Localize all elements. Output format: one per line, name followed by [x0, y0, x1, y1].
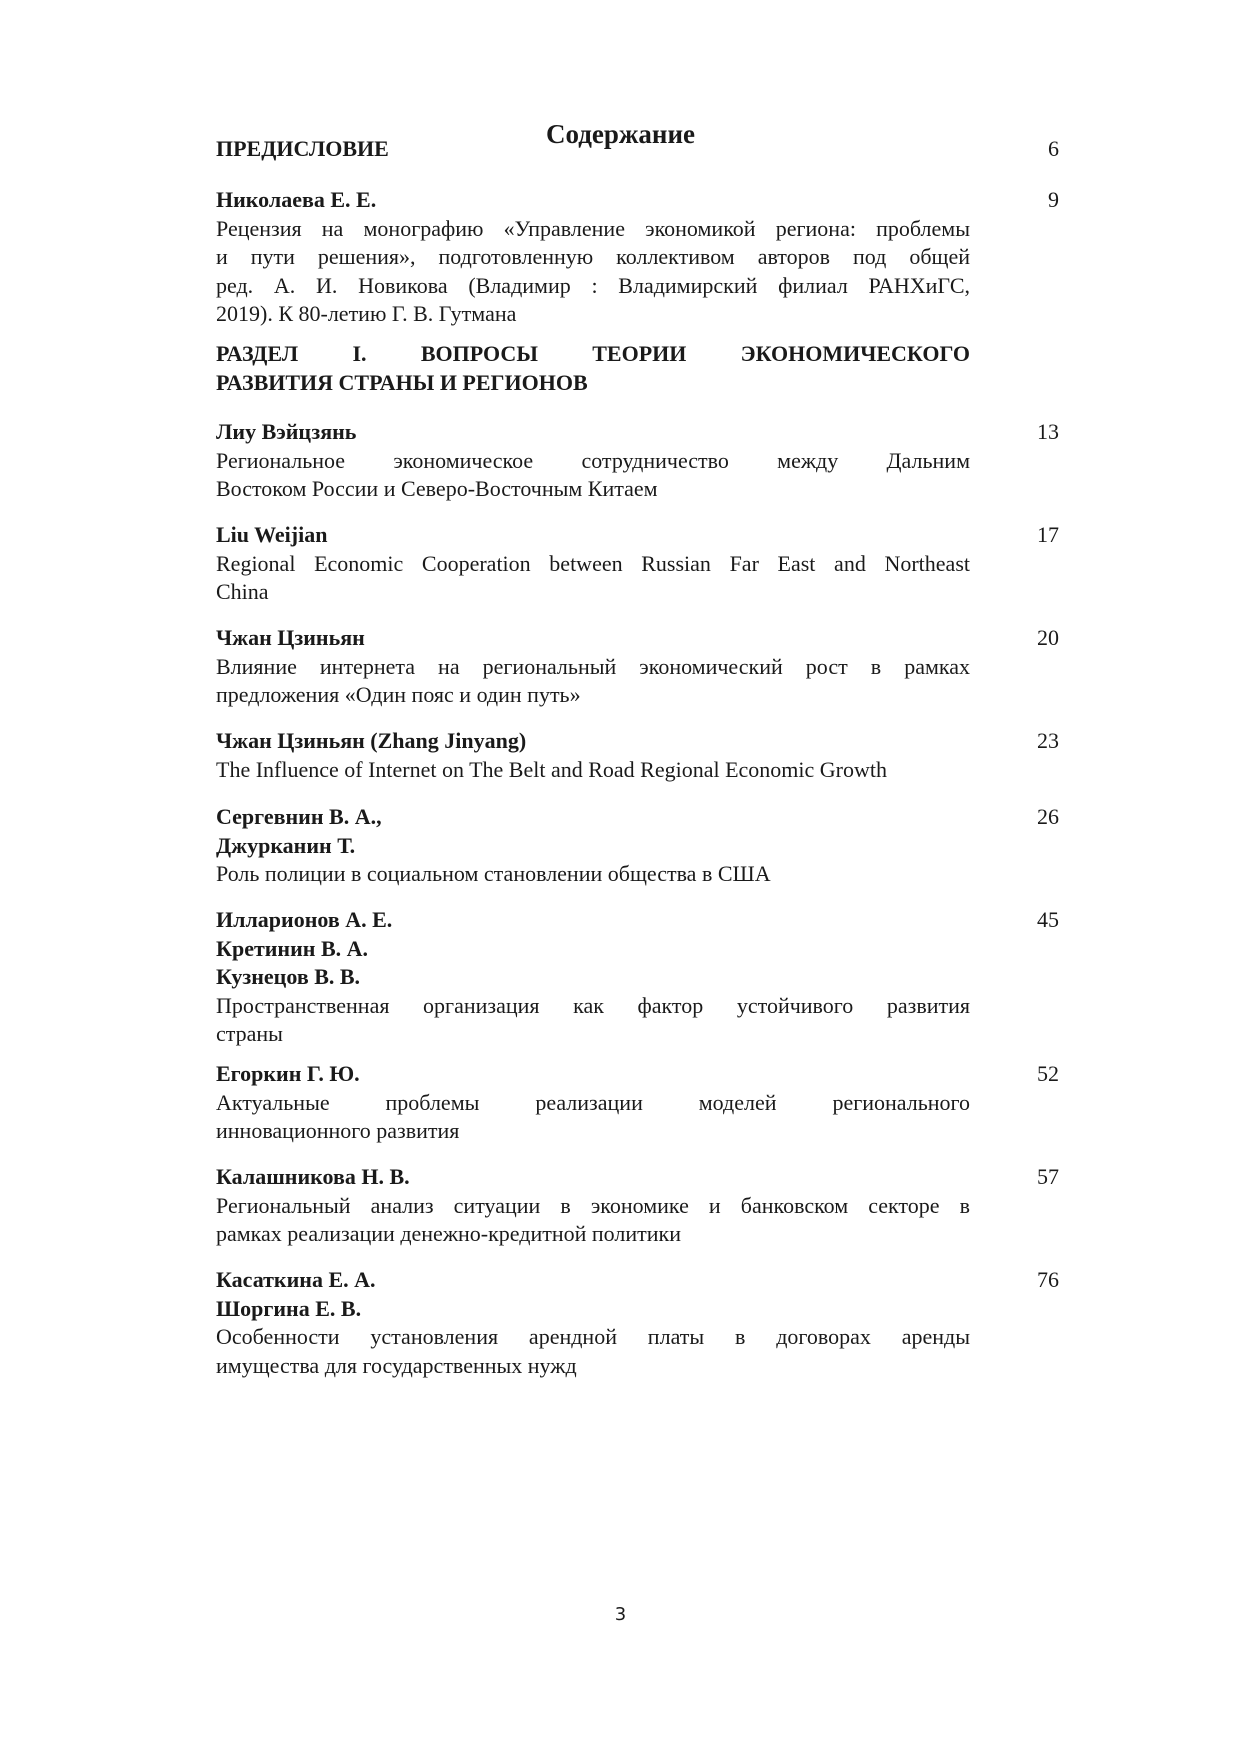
entry-author: Шоргина Е. В.	[216, 1295, 362, 1321]
entry-author: Чжан Цзиньян	[216, 625, 365, 650]
toc-entry	[216, 727, 970, 784]
entry-title-line: и пути решения», подготовленную коллективом авторов под общей	[216, 244, 970, 269]
entry-title-line: The Influence of Internet on The Belt and Road Regional Economic Growth	[216, 756, 887, 782]
entry-author: Чжан Цзиньян (Zhang Jinyang)	[216, 728, 527, 753]
entry-title-line: China	[216, 579, 269, 604]
entry-author: Джурканин Т.	[216, 832, 356, 858]
toc-entry	[216, 418, 970, 504]
entry-page-number: 23	[1037, 728, 1059, 753]
entry-author: Лиу Вэйцзянь	[216, 419, 357, 444]
section-heading-line: РАЗДЕЛ I. ВОПРОСЫ ТЕОРИИ ЭКОНОМИЧЕСКОГО	[216, 341, 970, 366]
entry-author: Кретинин В. А.	[216, 935, 369, 961]
entry-title-line: Региональный анализ ситуации в экономике и банковском секторе в	[216, 1192, 970, 1218]
entry-author: Касаткина Е. А.	[216, 1267, 376, 1292]
entry-title-line: Влияние интернета на региональный экономический рост в рамках	[216, 653, 970, 679]
entry-author: Калашникова Н. В.	[216, 1164, 410, 1189]
entry-page-number: 45	[1037, 907, 1059, 932]
entry-title-line: страны	[216, 1021, 283, 1046]
entry-author: Кузнецов В. В.	[216, 964, 361, 989]
entry-title-line: рамках реализации денежно-кредитной политики	[216, 1221, 681, 1246]
toc-entry-review	[216, 186, 970, 329]
entry-title-line: Пространственная организация как фактор устойчивого развития	[216, 992, 970, 1018]
toc-preface-page: 6	[1048, 136, 1059, 161]
entry-title-line: Роль полиции в социальном становлении общества в США	[216, 861, 771, 886]
toc-entry	[216, 803, 970, 889]
toc-preface-label: ПРЕДИСЛОВИЕ	[216, 136, 389, 161]
entry-page-number: 13	[1037, 419, 1059, 444]
entry-title-line: инновационного развития	[216, 1118, 460, 1143]
entry-title-line: Рецензия на монографию «Управление экономикой региона: проблемы	[216, 215, 970, 241]
toc-entry	[216, 624, 970, 710]
entry-author: Илларионов А. Е.	[216, 907, 393, 932]
entry-title-line: Regional Economic Cooperation between Russian Far East and Northeast	[216, 550, 970, 576]
entry-author: Егоркин Г. Ю.	[216, 1061, 360, 1086]
toc-entry	[216, 1060, 970, 1146]
entry-page-number: 76	[1037, 1267, 1059, 1292]
entry-page-number: 17	[1037, 522, 1059, 547]
toc-entry	[216, 1266, 970, 1380]
toc-entry	[216, 906, 970, 1049]
entry-page-number: 57	[1037, 1164, 1059, 1189]
entry-author: Сергевнин В. А.,	[216, 804, 382, 829]
entry-author: Николаева Е. Е.	[216, 187, 377, 212]
section-heading-line: РАЗВИТИЯ СТРАНЫ И РЕГИОНОВ	[216, 369, 588, 395]
section-heading	[216, 340, 970, 397]
entry-title-line: 2019). К 80-летию Г. В. Гутмана	[216, 301, 517, 326]
entry-page-number: 26	[1037, 804, 1059, 829]
entry-title-line: Особенности установления арендной платы в договорах аренды	[216, 1324, 970, 1349]
entry-page-number: 20	[1037, 625, 1059, 650]
page-title: Содержание	[545, 119, 696, 149]
entry-title-line: Востоком России и Северо-Восточным Китаем	[216, 476, 658, 501]
toc-entry	[216, 1163, 970, 1249]
entry-page-number: 52	[1037, 1061, 1059, 1086]
toc-entry	[216, 521, 970, 607]
entry-author: Liu Weijian	[216, 522, 328, 547]
entry-title-line: Актуальные проблемы реализации моделей регионального	[216, 1089, 970, 1115]
entry-title-line: имущества для государственных нужд	[216, 1352, 577, 1378]
footer-page-number: 3	[614, 1604, 627, 1625]
entry-title-line: предложения «Один пояс и один путь»	[216, 682, 581, 707]
entry-title-line: ред. А. И. Новикова (Владимир : Владимирский филиал РАНХиГС,	[216, 272, 970, 298]
toc-review-page: 9	[1048, 187, 1059, 212]
entry-title-line: Региональное экономическое сотрудничество между Дальним	[216, 447, 970, 473]
